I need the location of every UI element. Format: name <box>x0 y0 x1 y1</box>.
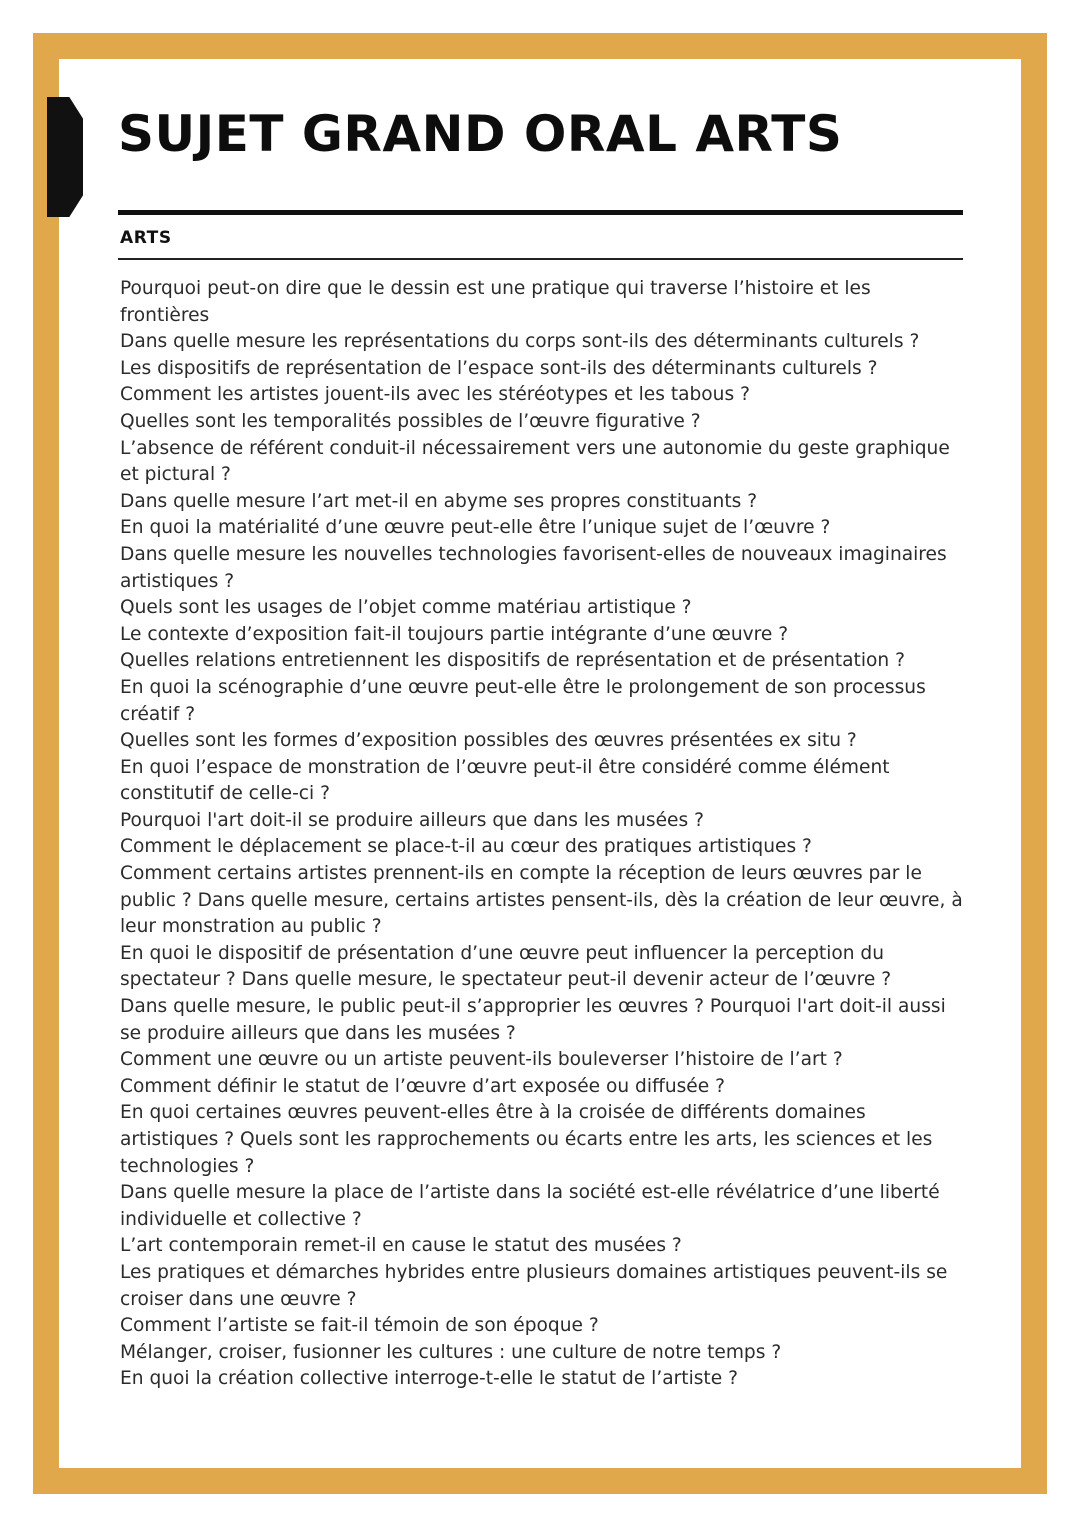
list-item: Les dispositifs de représentation de l’espace sont-ils des déterminants culturels ? <box>120 357 878 379</box>
list-item: En quoi l’espace de monstration de l’œuvre peut-il être considéré comme élément constitutif de celle-ci ? <box>120 756 890 805</box>
list-item: Comment le déplacement se place-t-il au cœur des pratiques artistiques ? <box>120 836 812 858</box>
list-item: Comment l’artiste se fait-il témoin de son époque ? <box>120 1315 599 1337</box>
list-item: Pourquoi l'art doit-il se produire ailleurs que dans les musées ? <box>120 809 704 831</box>
list-item: En quoi la matérialité d’une œuvre peut-elle être l’unique sujet de l’œuvre ? <box>120 517 831 539</box>
list-item: L’absence de référent conduit-il nécessairement vers une autonomie du geste graphique et pictural ? <box>120 437 950 486</box>
title-divider <box>118 210 963 215</box>
list-item: Dans quelle mesure l’art met-il en abyme ses propres constituants ? <box>120 490 758 512</box>
list-item: Dans quelle mesure, le public peut-il s’approprier les œuvres ? Pourquoi l'art doit-il aussi se produire ailleurs que dans les musées ? <box>120 996 946 1044</box>
list-item: Pourquoi peut-on dire que le dessin est une pratique qui traverse l’histoire et les frontières <box>120 278 871 326</box>
list-item: Comment certains artistes prennent-ils en compte la réception de leurs œuvres par le public ? Dans quelle mesure, certains artistes pensent-ils, dès la création de leur œuvre, à leur monstration au public ? <box>120 863 963 938</box>
list-item: Comment une œuvre ou un artiste peuvent-ils bouleverser l’histoire de l’art ? <box>120 1049 843 1071</box>
list-item: En quoi la scénographie d’une œuvre peut-elle être le prolongement de son processus créatif ? <box>120 676 926 725</box>
list-item: Quels sont les usages de l’objet comme matériau artistique ? <box>120 597 692 619</box>
list-item: Comment définir le statut de l’œuvre d’art exposée ou diffusée ? <box>120 1075 725 1097</box>
list-item: Quelles sont les formes d’exposition possibles des œuvres présentées ex situ ? <box>120 730 857 752</box>
list-item: En quoi la création collective interroge-t-elle le statut de l’artiste ? <box>120 1368 738 1390</box>
list-item: Dans quelle mesure les nouvelles technologies favorisent-elles de nouveaux imaginaires artistiques ? <box>120 543 947 592</box>
list-item: Quelles sont les temporalités possibles de l’œuvre figurative ? <box>120 410 701 432</box>
questions-list <box>120 276 965 1393</box>
list-item: Quelles relations entretiennent les dispositifs de représentation et de présentation ? <box>120 650 905 672</box>
list-item: Mélanger, croiser, fusionner les cultures : une culture de notre temps ? <box>120 1341 782 1363</box>
section-label: ARTS <box>120 228 172 248</box>
list-item: En quoi le dispositif de présentation d’une œuvre peut influencer la perception du spectateur ? Dans quelle mesure, le spectateur peut-il devenir acteur de l’œuvre ? <box>120 942 892 991</box>
page-title: SUJET GRAND ORAL ARTS <box>118 105 843 163</box>
list-item: Comment les artistes jouent-ils avec les stéréotypes et les tabous ? <box>120 384 750 406</box>
list-item: Dans quelle mesure les représentations du corps sont-ils des déterminants culturels ? <box>120 331 920 353</box>
list-item: Le contexte d’exposition fait-il toujours partie intégrante d’une œuvre ? <box>120 623 789 645</box>
list-item: L’art contemporain remet-il en cause le statut des musées ? <box>120 1235 682 1257</box>
list-item: Les pratiques et démarches hybrides entre plusieurs domaines artistiques peuvent-ils se croiser dans une œuvre ? <box>120 1261 948 1310</box>
title-row <box>118 105 970 163</box>
list-item: Dans quelle mesure la place de l’artiste dans la société est-elle révélatrice d’une liberté individuelle et collective ? <box>120 1182 940 1230</box>
title-tab-shape <box>47 97 83 217</box>
section-divider <box>118 258 963 260</box>
list-item: En quoi certaines œuvres peuvent-elles être à la croisée de différents domaines artistiques ? Quels sont les rapprochements ou écarts entre les arts, les sciences et les technologies ? <box>120 1102 933 1177</box>
